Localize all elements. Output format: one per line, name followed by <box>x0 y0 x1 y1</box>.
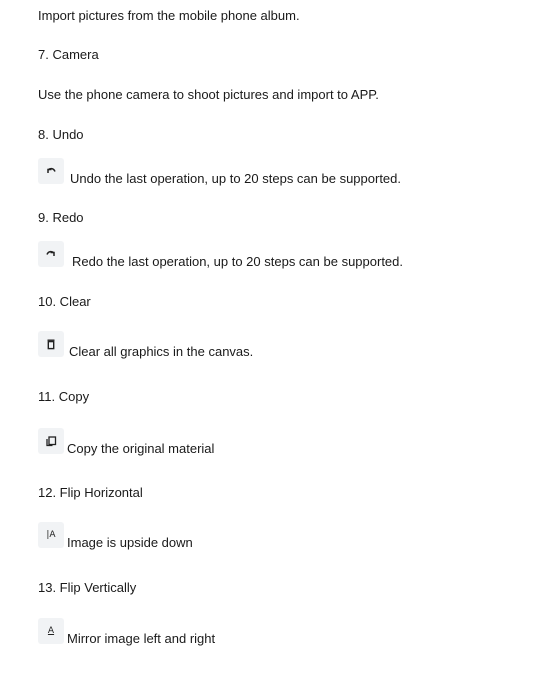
flip-horizontal-description: Image is upside down <box>67 535 193 550</box>
clear-description: Clear all graphics in the canvas. <box>69 344 254 359</box>
flip-horizontal-icon: |A <box>46 530 56 540</box>
copy-button[interactable] <box>38 428 64 454</box>
section-heading-redo: 9. Redo <box>38 210 84 225</box>
section-heading-undo: 8. Undo <box>38 127 84 142</box>
section-heading-copy: 11. Copy <box>38 389 90 404</box>
flip-horizontal-button[interactable] <box>38 522 64 548</box>
undo-item <box>38 158 498 184</box>
undo-button[interactable] <box>38 158 64 184</box>
section-heading-camera: 7. Camera <box>38 47 99 62</box>
flip-horizontal-item <box>38 522 498 548</box>
redo-icon <box>45 248 57 260</box>
intro-text: Import pictures from the mobile phone album. <box>38 8 300 23</box>
redo-button[interactable] <box>38 241 64 267</box>
redo-item <box>38 241 498 267</box>
flip-vertical-icon: A <box>47 626 55 636</box>
clear-button[interactable] <box>38 331 64 357</box>
undo-description: Undo the last operation, up to 20 steps can be supported. <box>70 171 402 186</box>
clear-item <box>38 331 498 357</box>
copy-icon <box>45 435 57 447</box>
copy-description: Copy the original material <box>67 441 215 456</box>
flip-vertical-button[interactable] <box>38 618 64 644</box>
section-heading-clear: 10. Clear <box>38 294 91 309</box>
section-heading-flip-vertically: 13. Flip Vertically <box>38 580 137 595</box>
section-heading-flip-horizontal: 12. Flip Horizontal <box>38 485 143 500</box>
undo-icon <box>45 165 57 177</box>
camera-description: Use the phone camera to shoot pictures and import to APP. <box>38 87 379 102</box>
trash-icon <box>45 338 57 350</box>
flip-vertical-item <box>38 618 498 644</box>
copy-item <box>38 428 498 454</box>
flip-vertical-description: Mirror image left and right <box>67 631 216 646</box>
redo-description: Redo the last operation, up to 20 steps can be supported. <box>72 254 404 269</box>
